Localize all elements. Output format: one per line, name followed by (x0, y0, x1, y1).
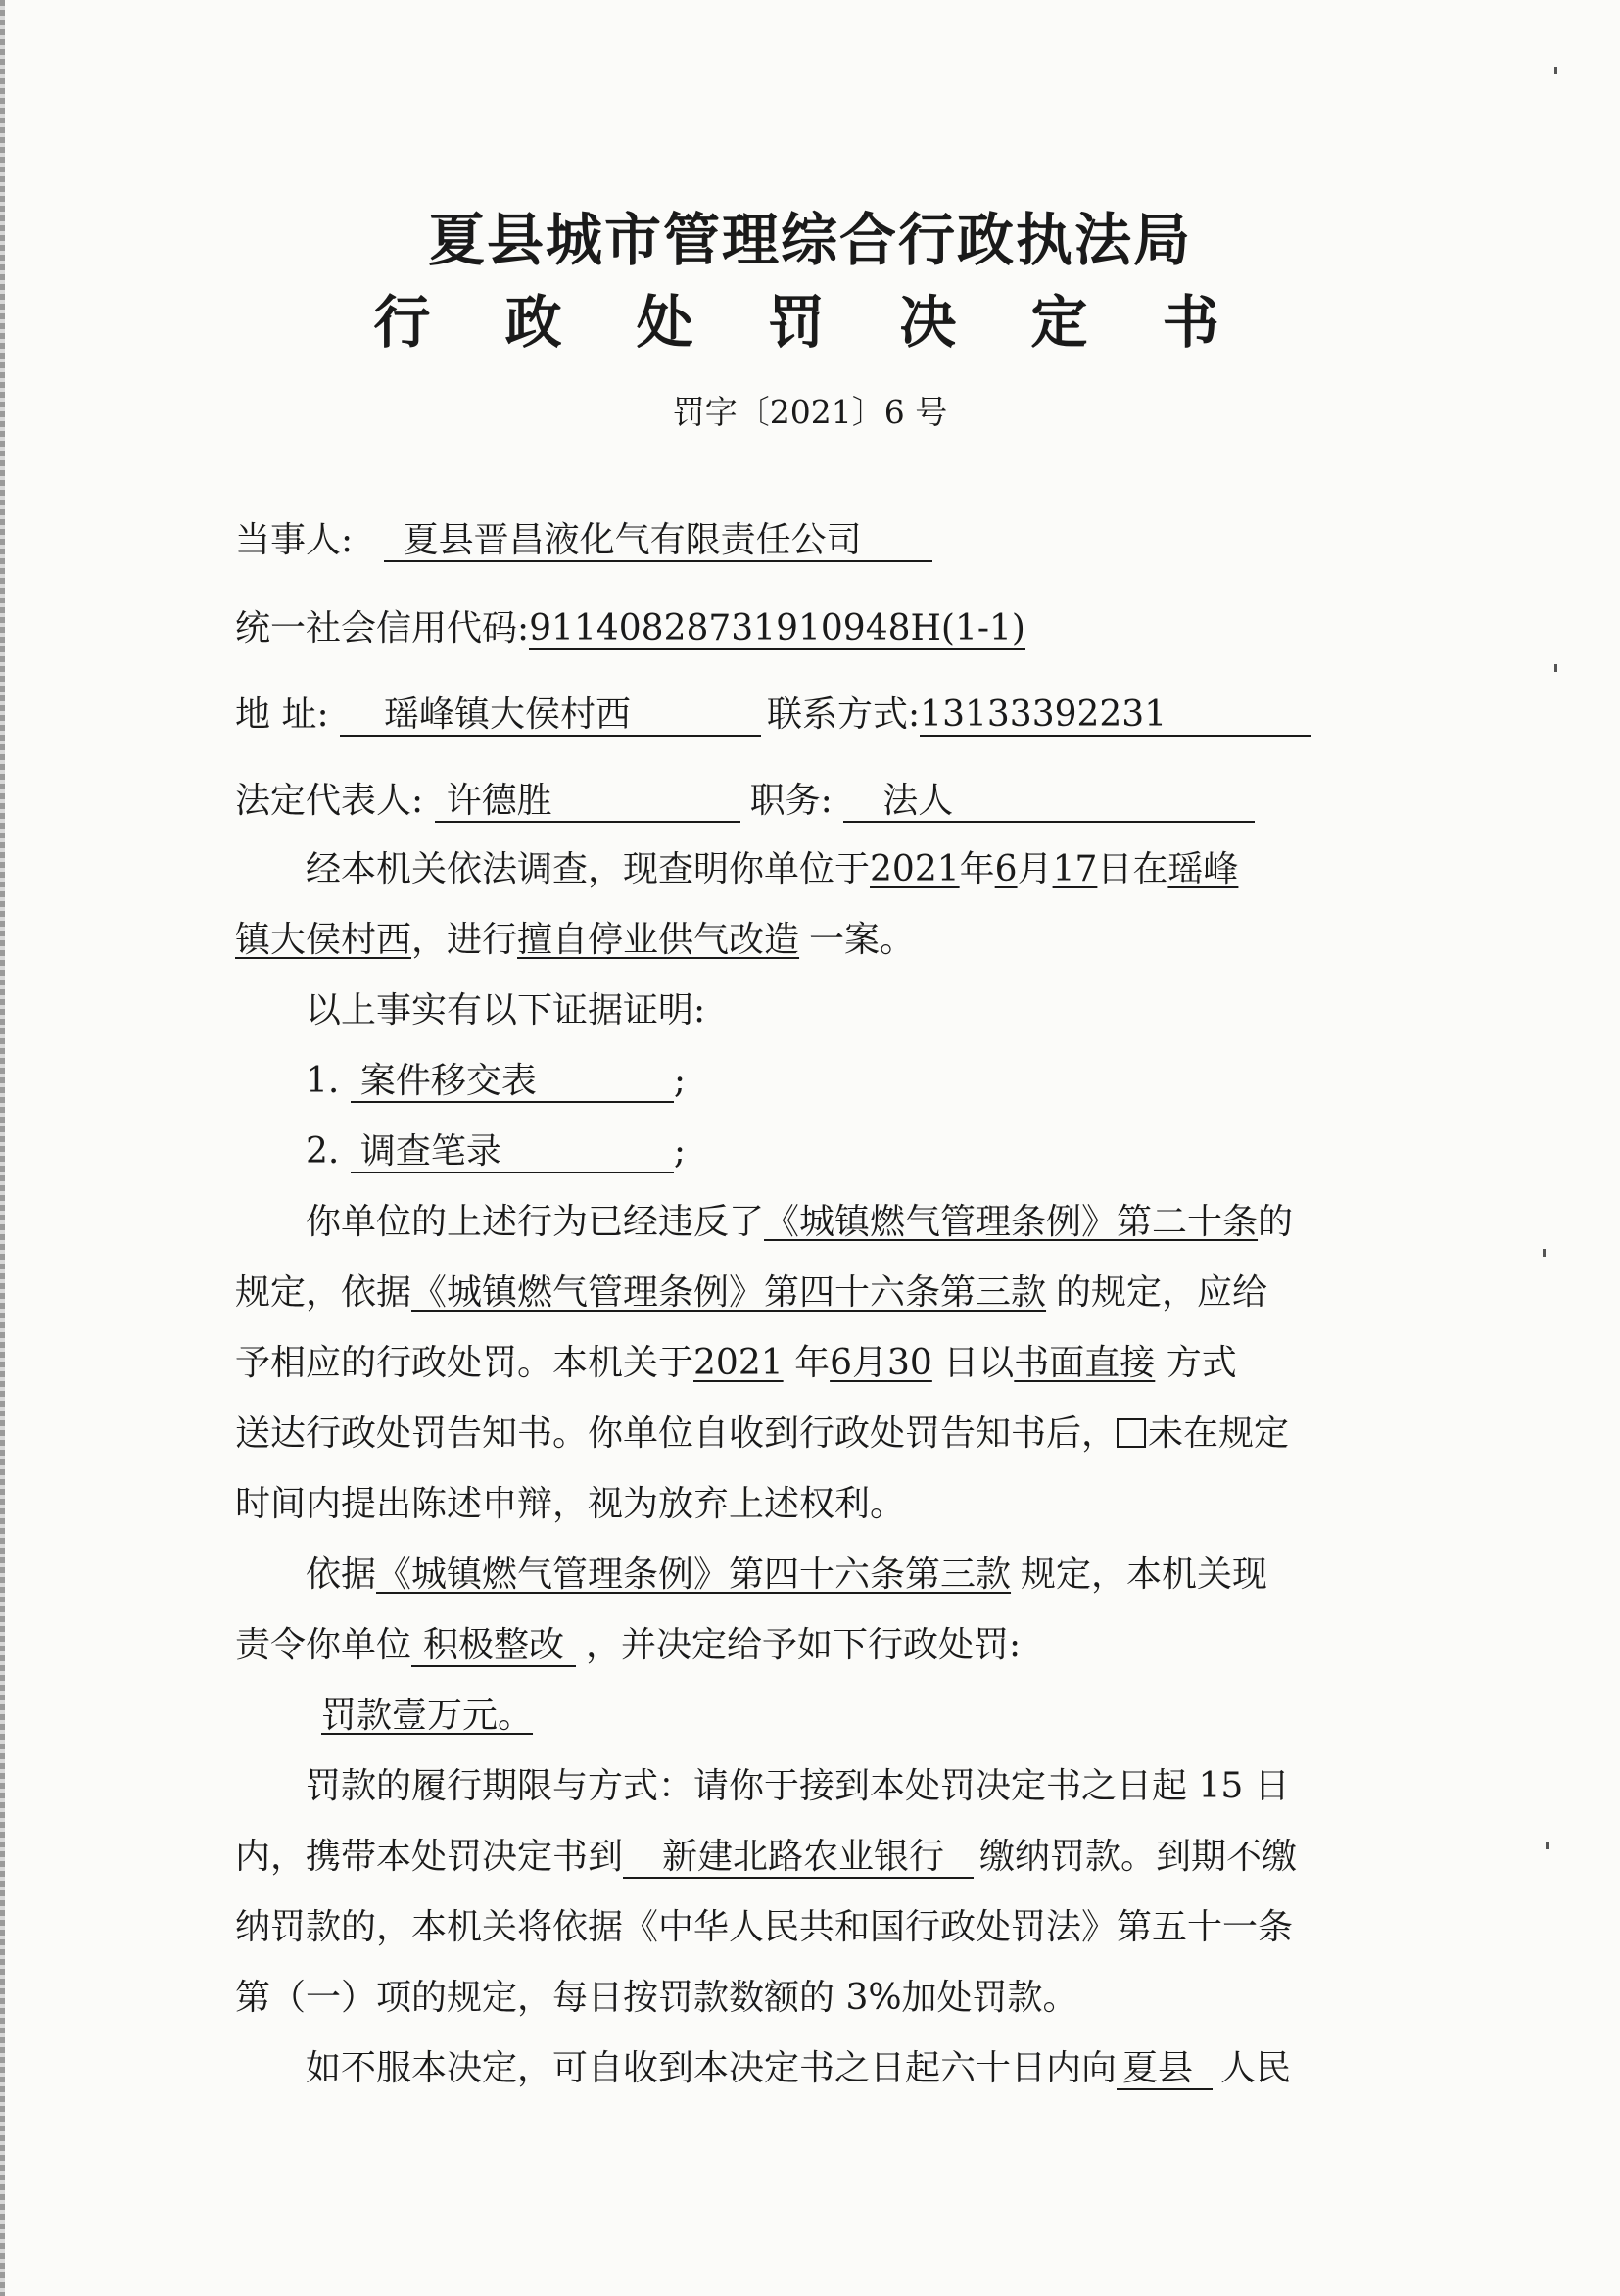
incident-year: 2021 (870, 849, 960, 889)
decision-text: 规定，本机关现 (1021, 1555, 1268, 1595)
corrective-order: 积极整改 (411, 1626, 576, 1667)
agency-title: 夏县城市管理综合行政执法局 (427, 207, 1192, 273)
payment-bank: 新建北路农业银行 (623, 1838, 974, 1879)
violation-text: 方式 (1166, 1343, 1237, 1383)
payment-line-4: 第（一）项的规定，每日按罚款数额的 3%加处罚款。 (235, 1978, 1078, 2018)
violated-law: 《城镇燃气管理条例》第二十条 (764, 1202, 1259, 1242)
party-line (235, 519, 932, 562)
facts-text: 月 (1017, 849, 1053, 889)
violation-text: 规定，依据 (235, 1272, 412, 1313)
notice-day: 30 (887, 1343, 932, 1383)
credit-code-label: 统一社会信用代码: (235, 608, 530, 648)
address-value: 瑶峰镇大侯村西 (340, 695, 761, 737)
scan-speck (1543, 1249, 1546, 1257)
evidence-item-2 (306, 1130, 1412, 1173)
facts-text: 日在 (1097, 849, 1168, 889)
address-line (235, 694, 1311, 737)
violation-line-3 (235, 1342, 1342, 1385)
scan-speck (1554, 664, 1557, 672)
address-label: 地 址: (235, 694, 329, 735)
payment-text: 缴纳罚款。到期不缴 (979, 1837, 1298, 1877)
evidence-number: 2. (306, 1131, 340, 1172)
violation-text: 予相应的行政处罚。本机关于 (235, 1343, 694, 1383)
checkbox[interactable] (1117, 1418, 1146, 1448)
facts-text: 年 (959, 849, 995, 889)
incident-location-part-2: 镇大侯村西 (235, 920, 412, 960)
document-number: 罚字〔2021〕6 号 (672, 393, 948, 431)
phone-value: 13133392231 (920, 695, 1311, 737)
scan-speck (1546, 1842, 1549, 1849)
penalty-amount: 罚款壹万元。 (321, 1696, 534, 1736)
evidence-intro: 以上事实有以下证据证明: (306, 990, 706, 1030)
credit-code: 91140828731910948H(1-1) (529, 608, 1025, 648)
violation-text: 未在规定 (1148, 1413, 1290, 1454)
violation-text: 日以 (943, 1343, 1015, 1383)
document-type-title: 行 政 处 罚 决 定 书 (373, 289, 1247, 356)
violation-text: 年 (794, 1343, 831, 1383)
legal-basis: 《城镇燃气管理条例》第四十六条第三款 (411, 1272, 1047, 1313)
violation-line-2 (235, 1271, 1342, 1315)
facts-line-1 (306, 848, 1412, 891)
appeal-text: 如不服本决定，可自收到本决定书之日起六十日内向 (306, 2048, 1118, 2088)
decision-line-2 (235, 1624, 1342, 1667)
representative-name: 许德胜 (435, 782, 740, 823)
decision-line-1 (306, 1554, 1412, 1597)
contact-label: 联系方式: (767, 694, 921, 735)
evidence-item-1 (306, 1060, 1412, 1103)
decision-text: ，并决定给予如下行政处罚: (586, 1625, 1022, 1665)
decision-text: 责令你单位 (235, 1625, 412, 1665)
punct: ; (673, 1131, 686, 1172)
evidence-text: 案件移交表 (351, 1062, 674, 1103)
notice-month: 6月 (830, 1343, 888, 1383)
notice-year: 2021 (693, 1343, 784, 1383)
appeal-line-1 (306, 2047, 1412, 2090)
facts-line-2 (235, 919, 1342, 962)
violation-line-4 (235, 1412, 1342, 1456)
payment-line-3: 纳罚款的，本机关将依据《中华人民共和国行政处罚法》第五十一条 (235, 1907, 1294, 1947)
violation-text: 送达行政处罚告知书。你单位自收到行政处罚告知书后， (235, 1413, 1118, 1454)
position-value: 法人 (843, 782, 1255, 823)
evidence-text: 调查笔录 (351, 1132, 674, 1173)
representative-line (235, 780, 1255, 823)
facts-text: ，进行 (411, 920, 518, 960)
scan-speck (1554, 67, 1557, 74)
facts-text: 一案。 (809, 920, 916, 960)
penalty-line (321, 1695, 1428, 1738)
party-label: 当事人: (235, 520, 354, 560)
payment-text: 内，携带本处罚决定书到 (235, 1837, 624, 1877)
position-label: 职务: (749, 781, 833, 821)
decision-legal-basis: 《城镇燃气管理条例》第四十六条第三款 (376, 1555, 1012, 1595)
facts-text: 经本机关依法调查，现查明你单位于 (306, 849, 871, 889)
punct: ; (673, 1061, 686, 1101)
evidence-number: 1. (306, 1061, 340, 1101)
appeal-county: 夏县 (1117, 2049, 1213, 2090)
violation-act: 擅自停业供气改造 (517, 920, 800, 960)
violation-text: 的规定，应给 (1056, 1272, 1268, 1313)
violation-text: 你单位的上述行为已经违反了 (306, 1202, 765, 1242)
incident-month: 6 (994, 849, 1018, 889)
credit-code-line (235, 607, 1025, 650)
representative-label: 法定代表人: (235, 781, 424, 821)
payment-line-1: 罚款的履行期限与方式：请你于接到本处罚决定书之日起 15 日 (306, 1766, 1290, 1806)
violation-text: 的 (1258, 1202, 1294, 1242)
violation-line-5: 时间内提出陈述申辩，视为放弃上述权利。 (235, 1484, 906, 1524)
decision-text: 依据 (306, 1555, 377, 1595)
delivery-method: 书面直接 (1014, 1343, 1156, 1383)
incident-location-part-1: 瑶峰 (1167, 849, 1239, 889)
party-name: 夏县晋昌液化气有限责任公司 (384, 521, 932, 562)
payment-line-2 (235, 1836, 1342, 1879)
appeal-text: 人民 (1220, 2048, 1292, 2088)
incident-day: 17 (1052, 849, 1098, 889)
violation-line-1 (306, 1201, 1412, 1244)
